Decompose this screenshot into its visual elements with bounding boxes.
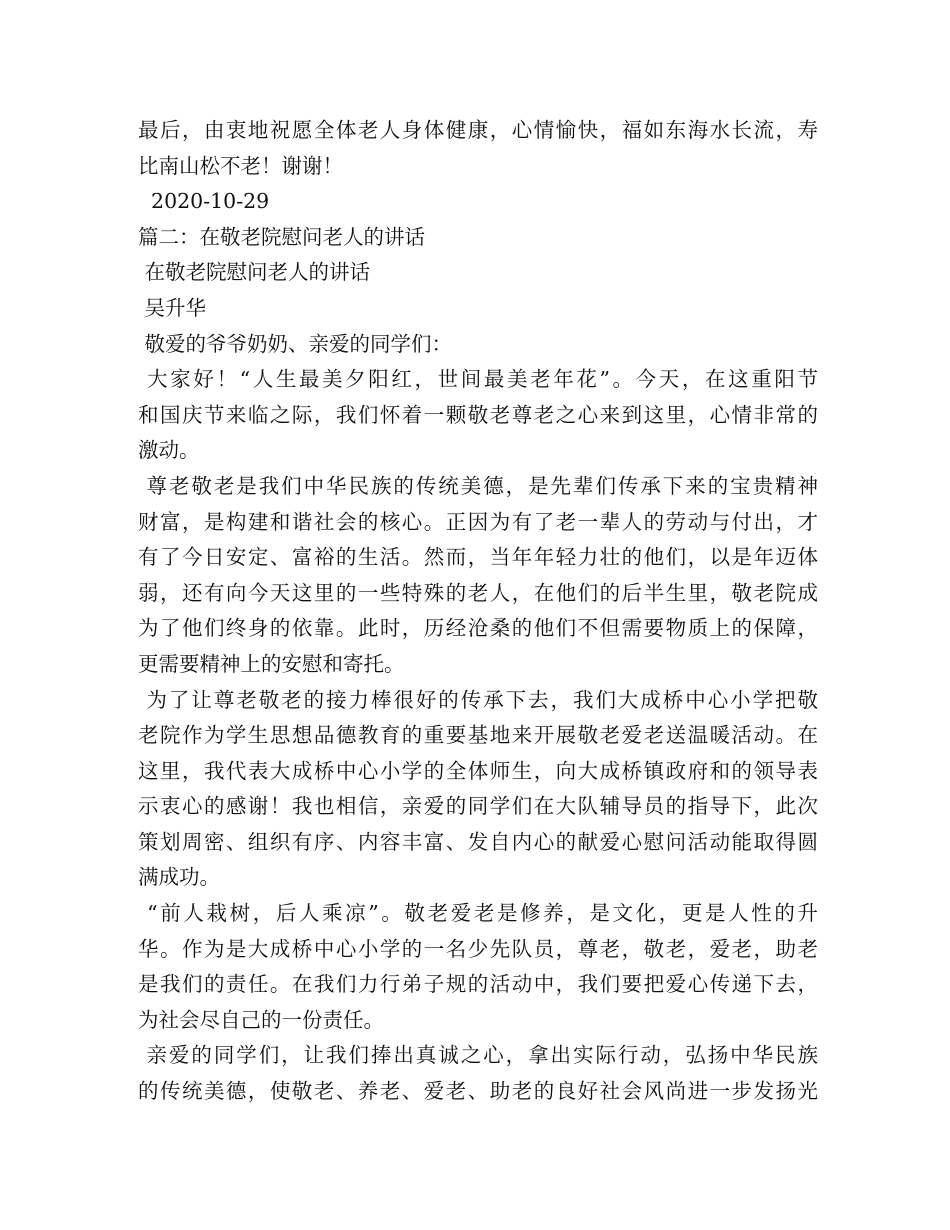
speech-title: 在敬老院慰问老人的讲话 — [138, 260, 371, 285]
text-line: 大家好！“人生最美夕阳红，世间最美老年花”。今天，在这重阳节 — [138, 367, 818, 392]
text-line: 亲爱的同学们，让我们捧出真诚之心，拿出实际行动，弘扬中华民族 — [138, 1043, 818, 1068]
section-heading: 篇二：在敬老院慰问老人的讲话 — [138, 224, 425, 249]
text-line: 满成功。 — [138, 865, 220, 890]
text-line: 的传统美德，使敬老、养老、爱老、助老的良好社会风尚进一步发扬光 — [138, 1079, 818, 1104]
text-line: 有了今日安定、富裕的生活。然而，当年年轻力壮的他们，以是年迈体 — [138, 545, 818, 570]
speaker-name: 吴升华 — [138, 295, 207, 320]
document-body — [138, 113, 818, 1110]
text-line: 策划周密、组织有序、内容丰富、发自内心的献爱心慰问活动能取得圆 — [138, 829, 818, 854]
text-line: 为了让尊老敬老的接力棒很好的传承下去，我们大成桥中心小学把敬 — [138, 687, 818, 712]
text-line: 尊老敬老是我们中华民族的传统美德，是先辈们传承下来的宝贵精神 — [138, 473, 818, 498]
text-line: 是我们的责任。在我们力行弟子规的活动中，我们要把爱心传递下去， — [138, 972, 818, 997]
text-line: “前人栽树，后人乘凉”。敬老爱老是修养，是文化，更是人性的升 — [138, 901, 818, 926]
text-line: 弱，还有向今天这里的一些特殊的老人，在他们的后半生里，敬老院成 — [138, 580, 818, 605]
text-line: 激动。 — [138, 438, 200, 463]
text-line: 这里，我代表大成桥中心小学的全体师生，向大成桥镇政府和的领导表 — [138, 758, 818, 783]
text-line: 为社会尽自己的一份责任。 — [138, 1007, 384, 1032]
text-line: 为了他们终身的依靠。此时，历经沧桑的他们不但需要物质上的保障， — [138, 616, 818, 641]
date-line: 2020-10-29 — [138, 189, 270, 214]
text-line: 最后，由衷地祝愿全体老人身体健康，心情愉快，福如东海水长流，寿 — [138, 118, 818, 142]
text-line: 和国庆节来临之际，我们怀着一颗敬老尊老之心来到这里，心情非常的 — [138, 402, 818, 427]
text-line: 老院作为学生思想品德教育的重要基地来开展敬老爱老送温暖活动。在 — [138, 723, 818, 748]
text-line: 示衷心的感谢！我也相信，亲爱的同学们在大队辅导员的指导下，此次 — [138, 794, 818, 819]
text-line: 财富，是构建和谐社会的核心。正因为有了老一辈人的劳动与付出，才 — [138, 509, 818, 534]
text-line: 华。作为是大成桥中心小学的一名少先队员，尊老，敬老，爱老，助老 — [138, 936, 818, 961]
text-line: 更需要精神上的安慰和寄托。 — [138, 651, 405, 676]
salutation: 敬爱的爷爷奶奶、亲爱的同学们： — [138, 331, 453, 356]
text-line: 比南山松不老！谢谢！ — [138, 153, 343, 178]
